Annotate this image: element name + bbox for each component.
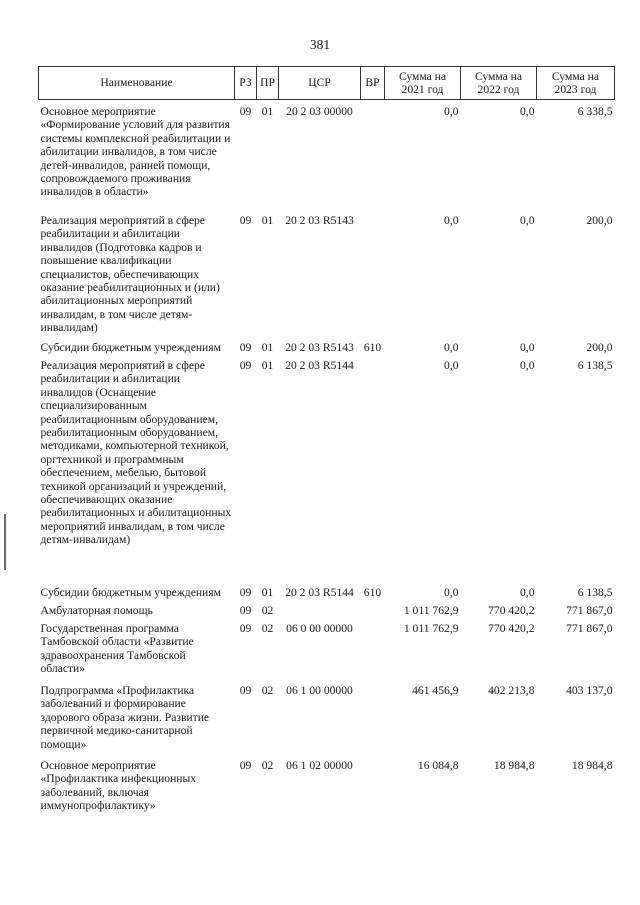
page-number: 381: [309, 37, 331, 52]
header-name: Наименование: [39, 67, 235, 100]
table-row: [39, 586, 615, 604]
scan-artifact-mark: [4, 514, 6, 570]
row-csr: 06 1 00 00000: [286, 684, 353, 697]
row-name: Основное мероприятие «Формирование условий для развития системы комплексной реабилитации и абилитации инвалидов, в том числе детей-инвалидов, ранней помощи, сопровождаемого проживания инвалидов в области»: [40, 105, 231, 199]
row-rz: 09: [239, 684, 252, 697]
row-csr: 20 2 03 R5144: [285, 359, 354, 372]
row-name: Реализация мероприятий в сфере реабилитации и абилитации инвалидов (Оснащение специализированным реабилитационным оборудованием, реабилитационным оборудованием, методиками, компьютерной техникой, оргтехникой и программным обеспечением, мебелью, бытовой техникой организаций и учреждений, обеспечивающих оказание реабилитационных и абилитационных мероприятий инвалидам, в том числе детям-инвалидам): [40, 359, 232, 547]
table-row: [39, 604, 615, 622]
header-rz: РЗ: [235, 67, 257, 100]
table-row: [39, 759, 615, 821]
row-name: Реализация мероприятий в сфере реабилитации и абилитации инвалидов (Подготовка кадров и повышение квалификации специалистов, обеспечивающих оказание реабилитационных и (или) абилитационных мероприятий инвалидам, в том числе детям-инвалидам): [40, 214, 220, 335]
row-pr: 01: [261, 105, 274, 118]
header-sum-2023: Сумма на 2023 год: [537, 67, 615, 100]
row-sum-2023: 771 867,0: [566, 622, 613, 635]
row-sum-2021: 0,0: [444, 341, 459, 354]
row-rz: 09: [239, 105, 252, 118]
row-vr: [361, 105, 385, 214]
row-rz: 09: [239, 759, 252, 772]
row-csr: 20 2 03 R5143: [285, 341, 354, 354]
row-csr: [279, 604, 361, 622]
budget-table: [38, 66, 615, 821]
row-name: Государственная программа Тамбовской области «Развитие здравоохранения Тамбовской области»: [40, 622, 194, 676]
row-sum-2022: 770 420,2: [488, 604, 535, 617]
row-rz: 09: [239, 341, 252, 354]
row-sum-2021: 1 011 762,9: [403, 604, 459, 617]
row-sum-2021: 0,0: [444, 105, 459, 118]
row-sum-2021: 0,0: [444, 214, 459, 227]
table-header-row: [39, 67, 615, 100]
table-row: [39, 359, 615, 586]
row-pr: 02: [261, 684, 274, 697]
row-sum-2023: 6 338,5: [577, 105, 613, 118]
row-vr: 610: [363, 341, 382, 354]
row-sum-2023: 18 984,8: [571, 759, 613, 772]
row-sum-2022: 0,0: [520, 105, 535, 118]
row-sum-2023: 6 138,5: [577, 586, 613, 599]
row-vr: [361, 214, 385, 341]
row-sum-2022: 0,0: [520, 341, 535, 354]
table-row: [39, 105, 615, 214]
table-row: [39, 622, 615, 684]
header-sum-2021: Сумма на 2021 год: [385, 67, 461, 100]
row-rz: 09: [239, 604, 252, 617]
row-rz: 09: [239, 359, 252, 372]
header-pr: ПР: [257, 67, 279, 100]
row-vr: [361, 604, 385, 622]
table-row: [39, 684, 615, 759]
row-csr: 20 2 03 R5143: [285, 214, 354, 227]
table-row: [39, 214, 615, 341]
row-csr: 06 0 00 00000: [286, 622, 353, 635]
row-vr: [361, 759, 385, 821]
row-sum-2021: 0,0: [444, 359, 459, 372]
row-name: Амбулаторная помощь: [40, 604, 153, 617]
row-csr: 20 2 03 R5144: [285, 586, 354, 599]
row-csr: 06 1 02 00000: [286, 759, 353, 772]
row-sum-2022: 0,0: [520, 214, 535, 227]
row-csr: 20 2 03 00000: [286, 105, 353, 118]
row-sum-2023: 403 137,0: [566, 684, 613, 697]
row-pr: 02: [261, 622, 274, 635]
header-csr: ЦСР: [279, 67, 361, 100]
header-vr: ВР: [361, 67, 385, 100]
row-rz: 09: [239, 586, 252, 599]
row-name: Основное мероприятие «Профилактика инфекционных заболеваний, включая иммунопрофилактику»: [40, 759, 197, 813]
row-vr: [361, 684, 385, 759]
row-sum-2023: 6 138,5: [577, 359, 613, 372]
row-sum-2022: 0,0: [520, 586, 535, 599]
row-pr: 01: [261, 214, 274, 227]
row-vr: 610: [363, 586, 382, 599]
row-sum-2023: 200,0: [586, 214, 613, 227]
row-sum-2021: 16 084,8: [417, 759, 459, 772]
row-name: Субсидии бюджетным учреждениям: [40, 341, 221, 354]
row-sum-2021: 0,0: [444, 586, 459, 599]
row-vr: [361, 359, 385, 586]
table-row: [39, 341, 615, 359]
row-rz: 09: [239, 622, 252, 635]
row-sum-2023: 200,0: [586, 341, 613, 354]
header-sum-2022: Сумма на 2022 год: [461, 67, 537, 100]
row-pr: 02: [261, 759, 274, 772]
row-rz: 09: [239, 214, 252, 227]
row-sum-2022: 0,0: [520, 359, 535, 372]
row-name: Субсидии бюджетным учреждениям: [40, 586, 221, 599]
row-sum-2021: 461 456,9: [412, 684, 459, 697]
row-sum-2022: 770 420,2: [488, 622, 535, 635]
row-pr: 01: [261, 359, 274, 372]
row-sum-2023: 771 867,0: [566, 604, 613, 617]
row-pr: 02: [261, 604, 274, 617]
row-name: Подпрограмма «Профилактика заболеваний и формирование здорового образа жизни. Развитие первичной медико-санитарной помощи»: [40, 684, 210, 751]
row-pr: 01: [261, 341, 274, 354]
row-sum-2021: 1 011 762,9: [403, 622, 459, 635]
row-vr: [361, 622, 385, 684]
row-sum-2022: 18 984,8: [493, 759, 535, 772]
row-sum-2022: 402 213,8: [488, 684, 535, 697]
row-pr: 01: [261, 586, 274, 599]
